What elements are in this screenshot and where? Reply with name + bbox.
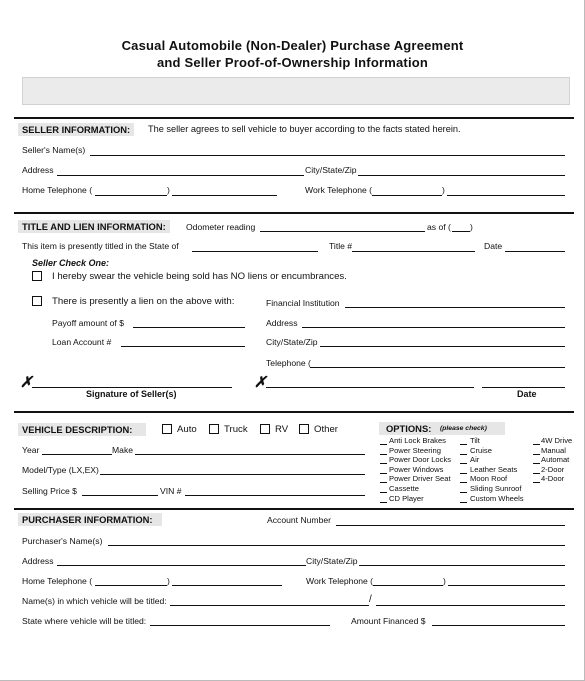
seller-name-label: Seller's Name(s) — [22, 145, 86, 155]
seller-work-phone-label: Work Telephone ( — [305, 185, 373, 195]
seller-city-field[interactable] — [358, 175, 565, 176]
type-rv-label: RV — [275, 424, 289, 435]
state-titled-label: State where vehicle will be titled: — [22, 616, 147, 626]
option-col2-item-label: Leather Seats — [470, 464, 518, 474]
option-col3-item-label: Manual — [541, 445, 566, 455]
option-col1-item-checkbox[interactable] — [380, 473, 387, 474]
purchaser-address-label: Address — [22, 556, 54, 566]
model-field[interactable] — [100, 474, 365, 475]
purchaser-home-phone-label: Home Telephone ( — [22, 576, 93, 586]
financial-inst-label: Financial Institution — [266, 298, 340, 308]
purchaser-work-phone-label: Work Telephone ( — [306, 576, 374, 586]
form-title: Casual Automobile (Non-Dealer) Purchase Agreement — [121, 38, 464, 53]
purchaser-name-field[interactable] — [108, 545, 565, 546]
year-label: Year — [22, 445, 40, 455]
seller-work-phone-field[interactable] — [447, 195, 565, 196]
option-col1-item-checkbox[interactable] — [380, 444, 387, 445]
title-lien-heading: TITLE AND LIEN INFORMATION: — [18, 220, 170, 233]
seller-home-phone-area[interactable] — [95, 195, 167, 196]
make-label: Make — [112, 445, 134, 455]
signature-date-field[interactable] — [482, 387, 565, 388]
option-col1-item-checkbox[interactable] — [380, 463, 387, 464]
option-col2-item-checkbox[interactable] — [460, 454, 467, 455]
selling-price-field[interactable] — [82, 495, 158, 496]
seller-home-phone-label: Home Telephone ( — [22, 185, 93, 195]
option-col2-item-label: Cruise — [470, 445, 492, 455]
lien-telephone-label: Telephone ( — [266, 358, 311, 368]
seller-city-label: City/State/Zip — [305, 165, 357, 175]
type-rv-checkbox[interactable] — [260, 424, 270, 434]
selling-price-label: Selling Price $ — [22, 486, 77, 496]
vin-label: VIN # — [160, 486, 182, 496]
signature-x-mark: ✗ — [254, 374, 267, 391]
form-subtitle: and Seller Proof-of-Ownership Information — [156, 55, 429, 70]
loan-account-field[interactable] — [121, 346, 245, 347]
seller-address-field[interactable] — [57, 175, 304, 176]
title-no-field[interactable] — [352, 251, 475, 252]
as-of-field[interactable] — [452, 231, 470, 232]
option-col3-item-checkbox[interactable] — [533, 454, 540, 455]
paren: ) — [470, 222, 473, 232]
name-separator: / — [369, 594, 372, 605]
financial-inst-field[interactable] — [345, 307, 565, 308]
options-heading: OPTIONS: — [386, 423, 432, 434]
option-col1-item-checkbox[interactable] — [380, 502, 387, 503]
lien-telephone-field[interactable] — [310, 367, 565, 368]
option-col2-item-label: Custom Wheels — [470, 493, 524, 503]
lien-checkbox[interactable] — [32, 296, 42, 306]
header-blank-box[interactable] — [22, 77, 570, 105]
as-of-label: as of ( — [427, 222, 451, 232]
seller-home-phone-field[interactable] — [172, 195, 277, 196]
titled-name-1-field[interactable] — [170, 605, 369, 606]
option-col3-item-checkbox[interactable] — [533, 444, 540, 445]
section-divider — [14, 117, 574, 119]
lien-city-label: City/State/Zip — [266, 337, 318, 347]
option-col2-item-checkbox[interactable] — [460, 502, 467, 503]
vehicle-heading: VEHICLE DESCRIPTION: — [18, 423, 146, 436]
titled-state-field[interactable] — [192, 251, 318, 252]
option-col2-item-label: Tilt — [470, 436, 480, 445]
paren: ) — [442, 185, 445, 195]
type-auto-checkbox[interactable] — [162, 424, 172, 434]
odometer-label: Odometer reading — [186, 222, 256, 232]
paren: ) — [167, 576, 170, 586]
payoff-field[interactable] — [133, 327, 245, 328]
purchaser-address-field[interactable] — [57, 565, 306, 566]
title-no-label: Title # — [329, 241, 353, 251]
signature-seller-1-field[interactable] — [32, 387, 232, 388]
seller-work-phone-area[interactable] — [372, 195, 442, 196]
account-number-field[interactable] — [336, 525, 565, 526]
option-col2-item-checkbox[interactable] — [460, 444, 467, 445]
check-one-label: Seller Check One: — [32, 258, 110, 268]
signature-x-mark: ✗ — [20, 374, 33, 391]
lien-address-label: Address — [266, 318, 298, 328]
option-col1-item-label: Power Windows — [389, 464, 444, 474]
payoff-label: Payoff amount of $ — [52, 318, 124, 328]
type-other-label: Other — [314, 424, 338, 435]
type-auto-label: Auto — [177, 424, 197, 435]
option-col3-item-checkbox[interactable] — [533, 473, 540, 474]
option-col2-item-checkbox[interactable] — [460, 482, 467, 483]
option-col1-item-checkbox[interactable] — [380, 482, 387, 483]
option-col2-item-checkbox[interactable] — [460, 492, 467, 493]
option-col3-item-checkbox[interactable] — [533, 463, 540, 464]
type-other-checkbox[interactable] — [299, 424, 309, 434]
option-col2-item-checkbox[interactable] — [460, 463, 467, 464]
option-col2-item-label: Moon Roof — [470, 474, 508, 484]
purchaser-heading: PURCHASER INFORMATION: — [18, 513, 162, 526]
lien-city-field[interactable] — [320, 346, 565, 347]
lien-label: There is presently a lien on the above with: — [52, 296, 235, 307]
make-field[interactable] — [135, 454, 365, 455]
paren: ) — [167, 185, 170, 195]
titled-state-label: This item is presently titled in the State of — [22, 241, 179, 251]
title-date-label: Date — [484, 241, 503, 251]
option-col1-item-checkbox[interactable] — [380, 492, 387, 493]
seller-address-label: Address — [22, 165, 54, 175]
vin-field[interactable] — [185, 495, 365, 496]
signature-date-label: Date — [517, 389, 537, 399]
no-liens-label: I hereby swear the vehicle being sold has NO liens or encumbrances. — [52, 271, 347, 282]
purchaser-name-label: Purchaser's Name(s) — [22, 536, 103, 546]
state-titled-field[interactable] — [150, 625, 330, 626]
no-liens-checkbox[interactable] — [32, 271, 42, 281]
option-col3-item-label: Automat — [541, 455, 570, 465]
seller-intro: The seller agrees to sell vehicle to buyer according to the facts stated herein. — [148, 124, 461, 134]
option-col3-item-label: 4-Door — [541, 474, 565, 484]
amount-financed-field[interactable] — [432, 625, 565, 626]
section-divider — [14, 212, 574, 214]
purchaser-city-label: City/State/Zip — [306, 556, 358, 566]
title-date-field[interactable] — [505, 251, 565, 252]
option-col3-item-label: 2-Door — [541, 464, 565, 474]
purchaser-work-phone-area[interactable] — [373, 585, 443, 586]
option-col1-item-label: CD Player — [389, 493, 424, 503]
option-col2-item-label: Air — [470, 455, 480, 465]
option-col1-item-label: Power Steering — [389, 445, 441, 455]
purchaser-home-phone-field[interactable] — [172, 585, 282, 586]
lien-address-field[interactable] — [302, 327, 565, 328]
option-col2-item-label: Sliding Sunroof — [470, 484, 522, 493]
signature-seller-2-field[interactable] — [266, 387, 474, 388]
section-divider — [14, 508, 574, 510]
purchaser-home-phone-area[interactable] — [95, 585, 167, 586]
option-col2-item-checkbox[interactable] — [460, 473, 467, 474]
paren: ) — [443, 576, 446, 586]
options-note: (please check) — [440, 425, 487, 432]
option-col3-item-checkbox[interactable] — [533, 482, 540, 483]
option-col1-item-label: Cassette — [389, 484, 419, 493]
type-truck-checkbox[interactable] — [209, 424, 219, 434]
section-divider — [14, 411, 574, 413]
option-col1-item-label: Anti Lock Brakes — [389, 436, 446, 445]
year-field[interactable] — [42, 454, 112, 455]
option-col1-item-label: Power Driver Seat — [389, 474, 451, 484]
purchaser-city-field[interactable] — [359, 565, 565, 566]
odometer-field[interactable] — [260, 231, 425, 232]
option-col1-item-label: Power Door Locks — [389, 455, 452, 465]
option-col3-item-label: 4W Drive — [541, 436, 573, 445]
loan-account-label: Loan Account # — [52, 337, 112, 347]
titled-names-label: Name(s) in which vehicle will be titled: — [22, 596, 167, 606]
type-truck-label: Truck — [224, 424, 248, 435]
amount-financed-label: Amount Financed $ — [351, 616, 426, 626]
signature-label: Signature of Seller(s) — [86, 389, 177, 399]
account-number-label: Account Number — [267, 515, 332, 525]
model-label: Model/Type (LX,EX) — [22, 465, 99, 475]
seller-name-field[interactable] — [90, 155, 565, 156]
purchaser-work-phone-field[interactable] — [448, 585, 565, 586]
seller-heading: SELLER INFORMATION: — [18, 123, 134, 136]
titled-name-2-field[interactable] — [376, 605, 565, 606]
option-col1-item-checkbox[interactable] — [380, 454, 387, 455]
